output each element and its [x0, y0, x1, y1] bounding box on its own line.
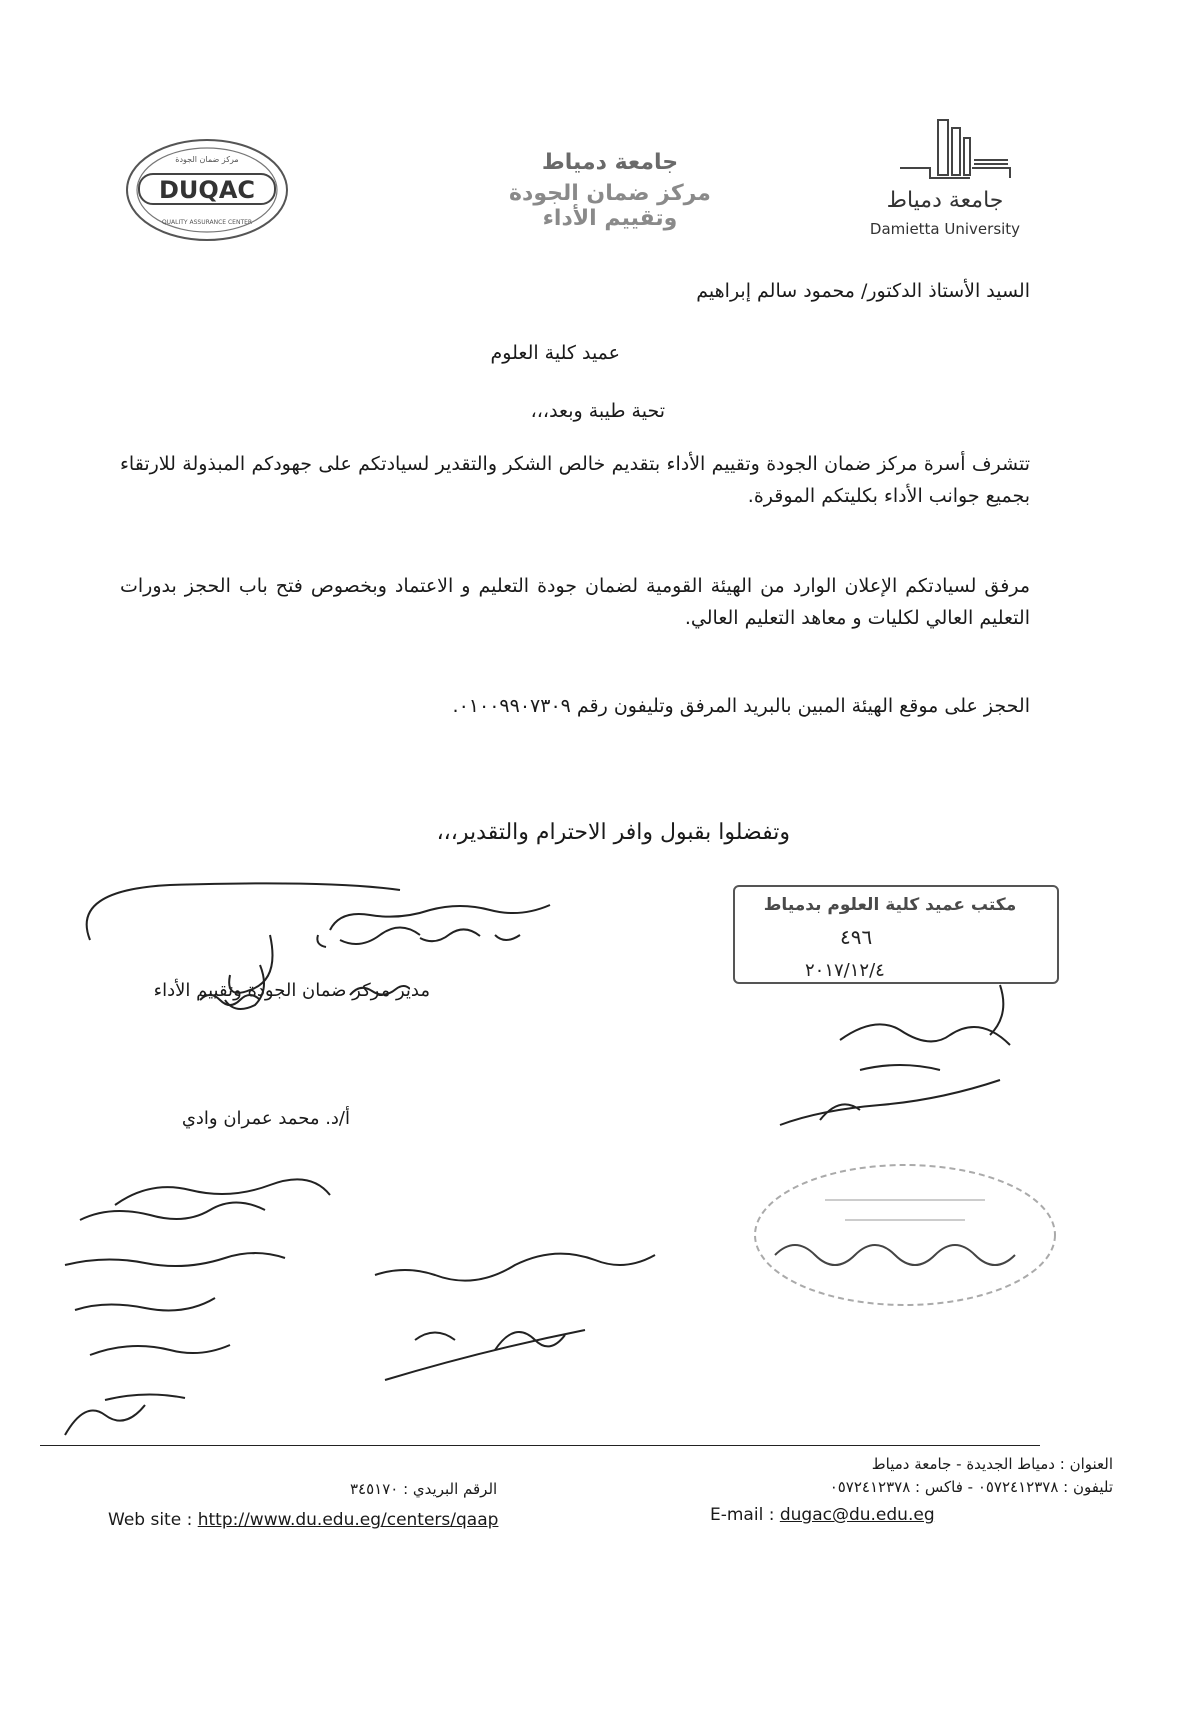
email-label: E-mail : — [710, 1505, 780, 1525]
university-name-ar: جامعة دمياط — [886, 188, 1004, 213]
footer-phone: تليفون : ٠٥٧٢٤١٢٣٧٨ - فاكس : ٠٥٧٢٤١٢٣٧٨ — [829, 1478, 1113, 1496]
duqac-seal-logo — [125, 138, 290, 243]
stamp-number: ٤٩٦ — [840, 925, 873, 949]
footer-website — [108, 1510, 498, 1530]
seal-arc-top: مركز ضمان الجودة — [175, 155, 239, 164]
faded-circular-stamp — [745, 1160, 1065, 1310]
footer-email — [710, 1505, 935, 1525]
seal-arc-bottom: QUALITY ASSURANCE CENTER — [161, 219, 253, 226]
recipient: السيد الأستاذ الدكتور/ محمود سالم إبراهيم — [696, 280, 1030, 302]
email-link[interactable]: dugac@du.edu.eg — [779, 1505, 935, 1525]
website-label: Web site : — [108, 1510, 198, 1530]
handwritten-referral-notes — [55, 1165, 775, 1440]
university-name-en: Damietta University — [869, 220, 1021, 238]
body-paragraph-2: مرفق لسيادتكم الإعلان الوارد من الهيئة القومية لضمان جودة التعليم و الاعتماد وبخصوص فتح باب الحجز بدورات التعليم العالي لكليات و معاهد التعليم العالي. — [120, 575, 1030, 629]
footer-divider — [40, 1445, 1040, 1446]
center-header-university: جامعة دمياط — [541, 150, 679, 175]
footer-po-box: الرقم البريدي : ٣٤٥١٧٠ — [350, 1480, 498, 1498]
handwritten-forward-note — [760, 975, 1060, 1135]
recipient-title: عميد كلية العلوم — [490, 342, 620, 364]
signer-title: مدير مركز ضمان الجودة وتقييم الأداء — [153, 980, 430, 1001]
body-paragraph-3: الحجز على موقع الهيئة المبين بالبريد المرفق وتليفون رقم ٠١٠٠٩٩٠٧٣٠٩. — [452, 695, 1030, 717]
website-link[interactable]: http://www.du.edu.eg/centers/qaap — [197, 1510, 499, 1530]
center-header-name: مركز ضمان الجودة وتقييم الأداء — [509, 181, 711, 231]
seal-text: DUQAC — [159, 176, 255, 204]
handwritten-annotation-staff-affairs — [310, 880, 570, 970]
footer-address: العنوان : دمياط الجديدة - جامعة دمياط — [871, 1455, 1113, 1473]
signer-name: أ/د. محمد عمران وادي — [181, 1108, 350, 1129]
stamp-date: ٢٠١٧/١٢/٤ — [805, 960, 885, 981]
body-paragraph-1: تتشرف أسرة مركز ضمان الجودة وتقييم الأداء بتقديم خالص الشكر والتقدير لسيادتكم على جهودكم المبذولة للارتقاء بجميع جوانب الأداء بكليتكم الموقرة. — [120, 453, 1030, 507]
greeting: تحية طيبة وبعد،،، — [530, 400, 665, 422]
stamp-header: مكتب عميد كلية العلوم بدمياط — [763, 895, 1017, 915]
closing-line: وتفضلوا بقبول وافر الاحترام والتقدير،،، — [436, 820, 790, 845]
center-header — [470, 150, 750, 231]
